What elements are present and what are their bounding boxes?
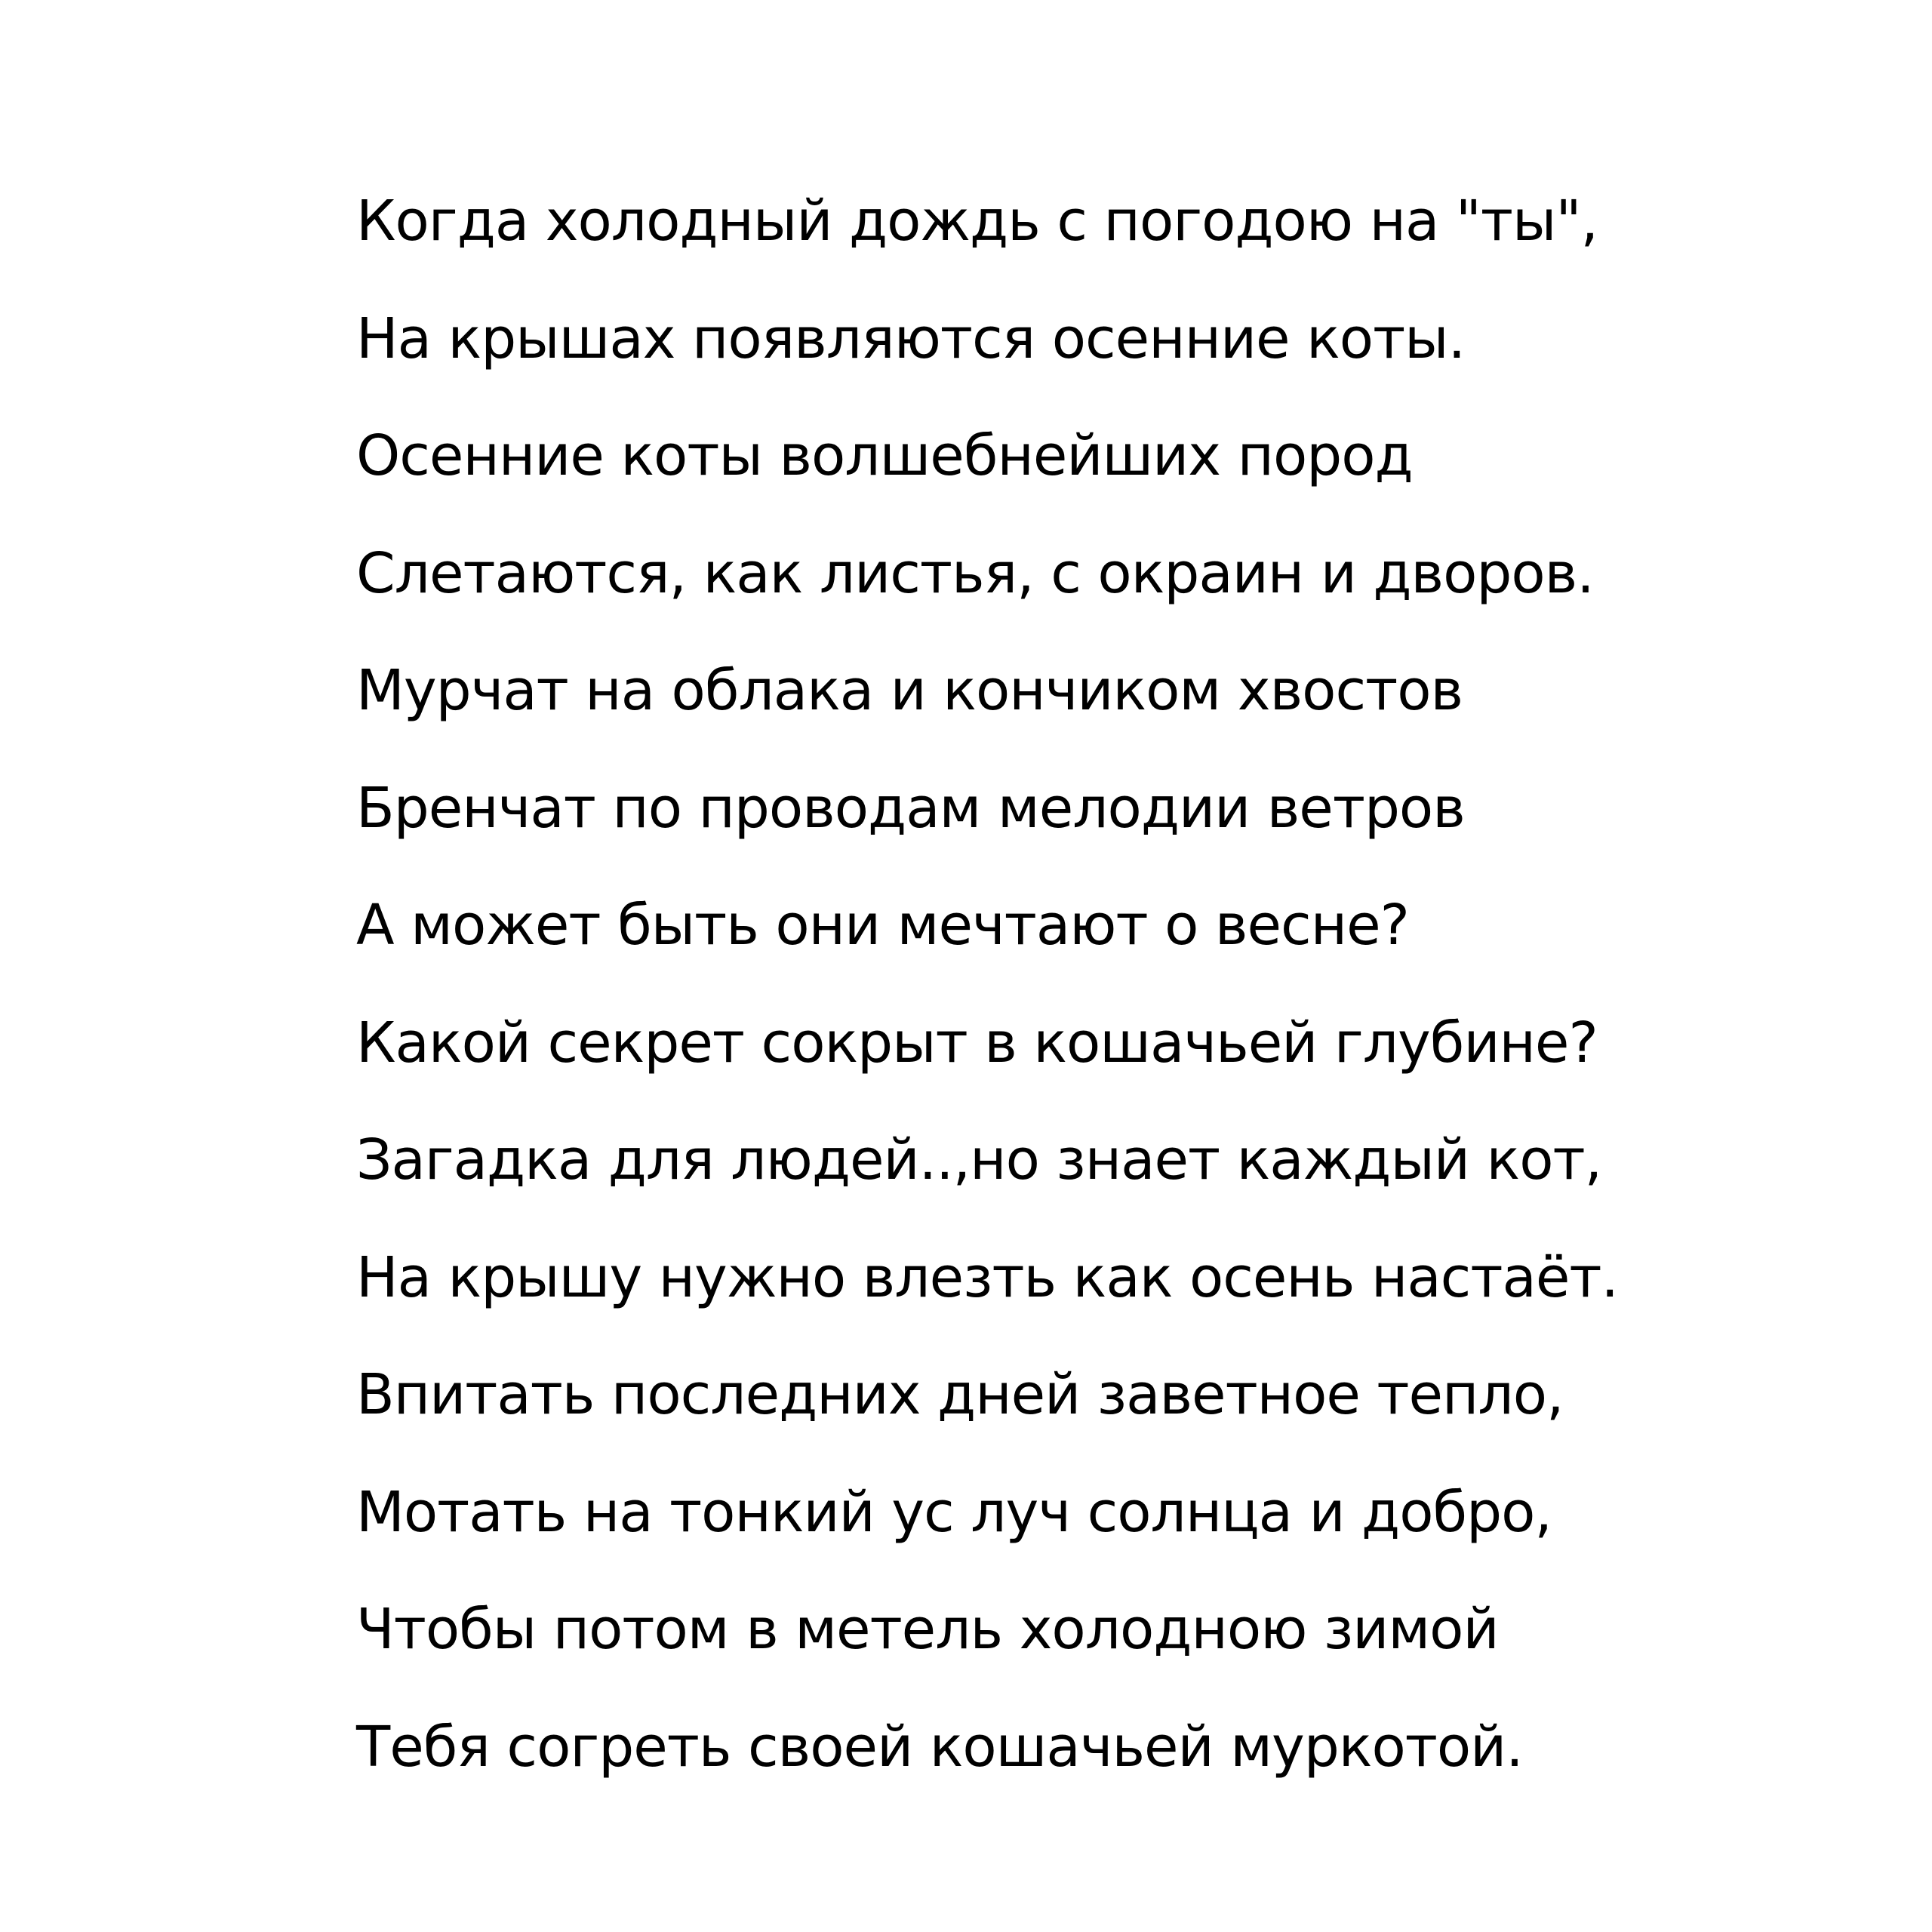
poem-line: Загадка для людей..,но знает каждый кот, (356, 1128, 1602, 1192)
poem-line: Бренчат по проводам мелодии ветров (356, 775, 1465, 841)
poem-line: А может быть они мечтают о весне? (356, 893, 1409, 958)
poem-line: Тебя согреть своей кошачьей муркотой. (356, 1714, 1523, 1780)
poem-text (356, 180, 1618, 1823)
poem-line: На крышу нужно влезть как осень настаёт. (356, 1244, 1618, 1310)
poem-line: Мурчат на облака и кончиком хвостов (356, 658, 1463, 723)
poem-line: Когда холодный дождь с погодою на "ты", (356, 189, 1598, 254)
poem-line: Чтобы потом в метель холодною зимой (356, 1597, 1499, 1662)
poem-line: Какой секрет сокрыт в кошачьей глубине? (356, 1010, 1598, 1075)
poem-line: Осенние коты волшебнейших пород (356, 423, 1413, 488)
poem-line: Слетаются, как листья, с окраин и дворов. (356, 540, 1594, 606)
poem-line: Мотать на тонкий ус луч солнца и добро, (356, 1479, 1552, 1545)
poem-line: На крышах появляются осенние коты. (356, 306, 1466, 371)
poem-line: Впитать последних дней заветное тепло, (356, 1362, 1564, 1427)
